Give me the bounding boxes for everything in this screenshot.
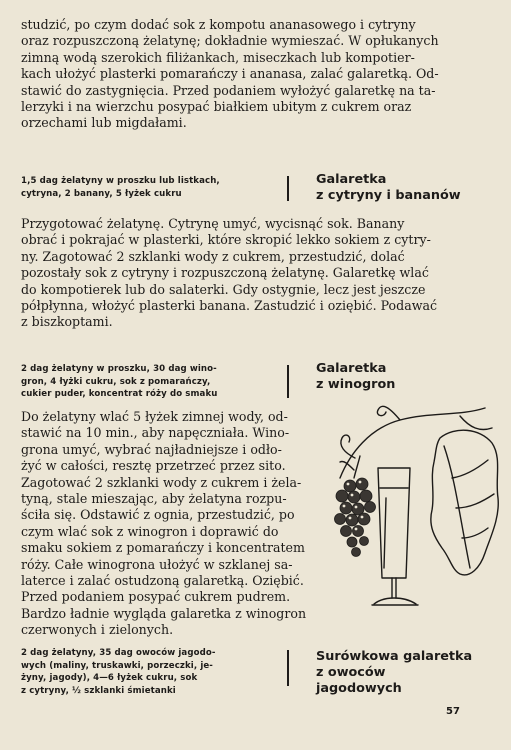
section-divider xyxy=(287,650,289,686)
recipe-ingredients xyxy=(21,363,271,401)
text-line: orzechami lub migdałami. xyxy=(21,115,187,131)
text-line: kach ułożyć plasterki pomarańczy i ananasa, zalać galaretką. Od- xyxy=(21,66,439,82)
text-line: Przygotować żelatynę. Cytrynę umyć, wycisnąć sok. Banany xyxy=(21,216,405,231)
text-line: Zagotować 2 szklanki wody z cukrem i żela- xyxy=(21,474,302,490)
title-line: Surówkowa galaretka xyxy=(316,649,473,664)
ingredient-line: 1,5 dag żelatyny w proszku lub listkach, xyxy=(21,176,220,186)
title-line: z owoców xyxy=(316,665,386,680)
ingredient-line: cukier puder, koncentrat róży do smaku xyxy=(21,389,218,400)
section-divider xyxy=(287,365,289,398)
text-line: grona umyć, wybrać najładniejsze i odło- xyxy=(21,441,282,457)
text-line: stawić na 10 min., aby napęczniała. Wino- xyxy=(21,425,290,441)
text-line: smaku sokiem z pomarańczy i koncentratem xyxy=(21,540,305,556)
text-line: ściła się. Odstawić z ognia, przestudzić, po xyxy=(21,507,295,523)
grapes-and-glass-illustration xyxy=(320,398,505,614)
text-line: do kompotierek lub do salaterki. Gdy ostygnie, lecz jest jeszcze xyxy=(21,281,426,297)
text-line: studzić, po czym dodać sok z kompotu ananasowego i cytryny xyxy=(21,17,416,32)
text-line: ny. Zagotować 2 szklanki wody z cukrem, przestudzić, dolać xyxy=(21,248,405,264)
ingredient-line: 2 dag żelatyny, 35 dag owoców jagodo- xyxy=(21,648,216,658)
recipe-body xyxy=(21,409,321,639)
text-line: stawić do zastygnięcia. Przed podaniem wyłożyć galaretkę na ta- xyxy=(21,82,436,98)
title-line: Galaretka xyxy=(316,361,387,376)
ingredient-line: gron, 4 łyżki cukru, sok z pomarańczy, xyxy=(21,376,211,387)
ingredient-line: cytryna, 2 banany, 5 łyżek cukru xyxy=(21,188,182,199)
page-number: 57 xyxy=(446,706,460,717)
recipe-ingredients xyxy=(21,647,271,697)
ingredient-line: wych (maliny, truskawki, porzeczki, je- xyxy=(21,660,213,671)
recipe-title xyxy=(316,649,472,697)
recipe-title xyxy=(316,361,395,393)
text-line: czerwonych i zielonych. xyxy=(21,622,174,638)
text-line: Przed podaniem posypać cukrem pudrem. xyxy=(21,589,291,605)
ingredient-line: żyny, jagody), 4—6 łyżek cukru, sok xyxy=(21,673,198,684)
title-line: z cytryny i bananów xyxy=(316,188,461,203)
ingredient-line: 2 dag żelatyny w proszku, 30 dag wino- xyxy=(21,364,217,374)
text-line: zimną wodą szerokich filiżankach, miseczkach lub kompotier- xyxy=(21,49,415,65)
section-divider xyxy=(287,176,289,201)
text-line: z biszkoptami. xyxy=(21,314,113,330)
recipe-title xyxy=(316,172,461,204)
recipe-ingredients xyxy=(21,175,271,200)
title-line: z winogron xyxy=(316,377,396,392)
ingredient-line: z cytryny, ½ szklanki śmietanki xyxy=(21,685,176,696)
text-line: lerzyki i na wierzchu posypać białkiem ubitym z cukrem oraz xyxy=(21,99,412,115)
text-line: półpłynna, włożyć plasterki banana. Zastudzić i oziębić. Podawać xyxy=(21,298,438,314)
text-line: Do żelatyny wlać 5 łyżek zimnej wody, od- xyxy=(21,409,288,424)
text-line: Bardzo ładnie wygląda galaretka z winogron xyxy=(21,605,307,621)
text-line: czym wlać sok z winogron i doprawić do xyxy=(21,523,279,539)
text-line: tyną, stale mieszając, aby żelatyna rozpu- xyxy=(21,491,287,507)
title-line: Galaretka xyxy=(316,172,387,187)
text-line: róży. Całe winogrona ułożyć w szklanej sa- xyxy=(21,556,293,572)
text-line: pozostały sok z cytryny i rozpuszczoną żelatynę. Galaretkę wlać xyxy=(21,265,429,281)
recipe-body xyxy=(21,216,489,331)
text-line: żyć w całości, resztę przetrzeć przez sito. xyxy=(21,458,286,474)
text-line: oraz rozpuszczoną żelatynę; dokładnie wymieszać. W opłukanych xyxy=(21,33,439,49)
title-line: jagodowych xyxy=(316,681,402,696)
text-line: obrać i pokrajać w plasterki, które skropić lekko sokiem z cytry- xyxy=(21,232,431,248)
intro-paragraph xyxy=(21,17,489,132)
text-line: laterce i zalać ostudzoną galaretką. Oziębić. xyxy=(21,573,304,589)
